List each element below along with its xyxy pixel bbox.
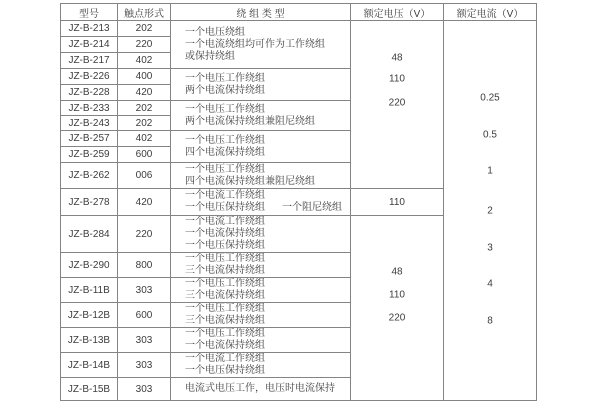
winding-line: 两个电流保持绕组兼阻尼绕组 — [185, 115, 315, 127]
winding-line: 电流式电压工作，电压时电流保持 — [185, 383, 335, 394]
model-cell: JZ-B-217 — [61, 53, 118, 69]
contact-cell: 202 — [118, 116, 171, 131]
spec-table — [60, 3, 537, 401]
winding-line: 一个电流工作绕组 — [185, 190, 265, 201]
winding-line: 三个电流保持绕组 — [185, 265, 265, 276]
winding-line: 或保持绕组 — [185, 50, 235, 62]
winding-line: 一个电压保持绕组 — [185, 240, 265, 251]
contact-cell: 303 — [118, 328, 171, 353]
model-cell: JZ-B-233 — [61, 101, 118, 116]
winding-line: 一个电流保持绕组 — [185, 228, 265, 239]
model-cell: JZ-B-243 — [61, 116, 118, 131]
contact-cell: 420 — [118, 189, 171, 216]
col-header-current: 额定电流（V） — [444, 4, 537, 21]
winding-line: 一个电压工作绕组 — [185, 72, 265, 84]
voltage-stack — [351, 216, 443, 400]
winding-line: 一个电压工作绕组 — [185, 163, 265, 175]
model-cell: JZ-B-226 — [61, 69, 118, 85]
contact-cell: 220 — [118, 216, 171, 253]
winding-line: 一个电压工作绕组 — [185, 328, 265, 339]
current-cell — [444, 21, 537, 401]
winding-line: 三个电流保持绕组 — [185, 315, 265, 326]
model-cell: JZ-B-262 — [61, 163, 118, 189]
current-value: 1 — [487, 165, 493, 177]
model-cell: JZ-B-13B — [61, 328, 118, 353]
winding-line: 一个电压绕组 — [185, 26, 245, 38]
model-cell: JZ-B-12B — [61, 303, 118, 328]
voltage-value: 220 — [388, 312, 406, 324]
winding-line: 一个电压工作绕组 — [185, 303, 265, 314]
current-value: 4 — [487, 278, 493, 290]
voltage-value: 48 — [391, 266, 403, 278]
current-value: 0.25 — [480, 92, 500, 104]
winding-cell — [171, 21, 351, 69]
table-row — [61, 21, 537, 37]
winding-cell — [171, 303, 351, 328]
winding-cell — [171, 353, 351, 378]
winding-cell — [171, 328, 351, 353]
winding-line: 一个电压保持绕组 — [185, 365, 265, 376]
winding-cell — [171, 378, 351, 401]
winding-cell — [171, 101, 351, 131]
contact-cell: 400 — [118, 69, 171, 85]
model-cell: JZ-B-214 — [61, 37, 118, 53]
winding-line: 一个电流保持绕组 — [185, 340, 265, 351]
voltage-cell — [351, 216, 444, 401]
model-cell: JZ-B-14B — [61, 353, 118, 378]
current-value: 2 — [487, 205, 493, 217]
winding-cell — [171, 131, 351, 163]
winding-line-left: 一个电压保持绕组 — [185, 202, 265, 213]
model-cell: JZ-B-257 — [61, 131, 118, 147]
model-cell: JZ-B-259 — [61, 147, 118, 163]
winding-line: 一个电压工作绕组 — [185, 103, 265, 115]
contact-cell: 006 — [118, 163, 171, 189]
col-header-voltage: 额定电压（V） — [351, 4, 444, 21]
winding-line — [185, 202, 342, 214]
winding-line: 三个电流保持绕组 — [185, 290, 265, 301]
winding-cell — [171, 253, 351, 278]
header-row — [61, 4, 537, 21]
contact-cell: 600 — [118, 147, 171, 163]
winding-line: 一个电流绕组均可作为工作绕组 — [185, 38, 325, 50]
contact-cell: 402 — [118, 131, 171, 147]
contact-cell: 600 — [118, 303, 171, 328]
contact-cell: 220 — [118, 37, 171, 53]
model-cell: JZ-B-15B — [61, 378, 118, 401]
winding-cell — [171, 69, 351, 101]
model-cell: JZ-B-278 — [61, 189, 118, 216]
current-value: 8 — [487, 315, 493, 327]
winding-line-right: 一个阻尼绕组 — [282, 202, 342, 213]
voltage-value: 110 — [389, 289, 405, 301]
winding-cell — [171, 163, 351, 189]
current-value: 0.5 — [483, 129, 497, 141]
contact-cell: 303 — [118, 353, 171, 378]
voltage-cell: 110 — [351, 189, 444, 216]
current-stack — [444, 21, 536, 400]
winding-cell — [171, 278, 351, 303]
current-value: 3 — [487, 242, 493, 254]
contact-cell: 800 — [118, 253, 171, 278]
col-header-contact: 触点形式 — [118, 4, 171, 21]
winding-line: 一个电压工作绕组 — [185, 253, 265, 264]
winding-line: 四个电流保持绕组 — [185, 146, 265, 158]
voltage-value: 220 — [388, 97, 406, 109]
col-header-winding: 绕 组 类 型 — [171, 4, 351, 21]
contact-cell: 202 — [118, 101, 171, 116]
contact-cell: 202 — [118, 21, 171, 37]
winding-cell — [171, 189, 351, 216]
winding-cell — [171, 216, 351, 253]
voltage-stack — [351, 21, 443, 188]
col-header-model: 型号 — [61, 4, 118, 21]
winding-line: 四个电流保持绕组兼阻尼绕组 — [185, 175, 315, 187]
contact-cell: 420 — [118, 85, 171, 101]
winding-line: 一个电流工作绕组 — [185, 353, 265, 364]
winding-line: 一个电流工作绕组 — [185, 216, 265, 227]
voltage-value: 110 — [389, 73, 405, 85]
contact-cell: 303 — [118, 378, 171, 401]
model-cell: JZ-B-228 — [61, 85, 118, 101]
winding-line: 一个电压工作绕组 — [185, 134, 265, 146]
winding-line: 两个电流保持绕组 — [185, 84, 265, 96]
model-cell: JZ-B-11B — [61, 278, 118, 303]
voltage-value: 48 — [391, 52, 403, 64]
contact-cell: 402 — [118, 53, 171, 69]
voltage-cell — [351, 21, 444, 189]
model-cell: JZ-B-213 — [61, 21, 118, 37]
contact-cell: 303 — [118, 278, 171, 303]
model-cell: JZ-B-290 — [61, 253, 118, 278]
model-cell: JZ-B-284 — [61, 216, 118, 253]
winding-line: 一个电压工作绕组 — [185, 278, 265, 289]
